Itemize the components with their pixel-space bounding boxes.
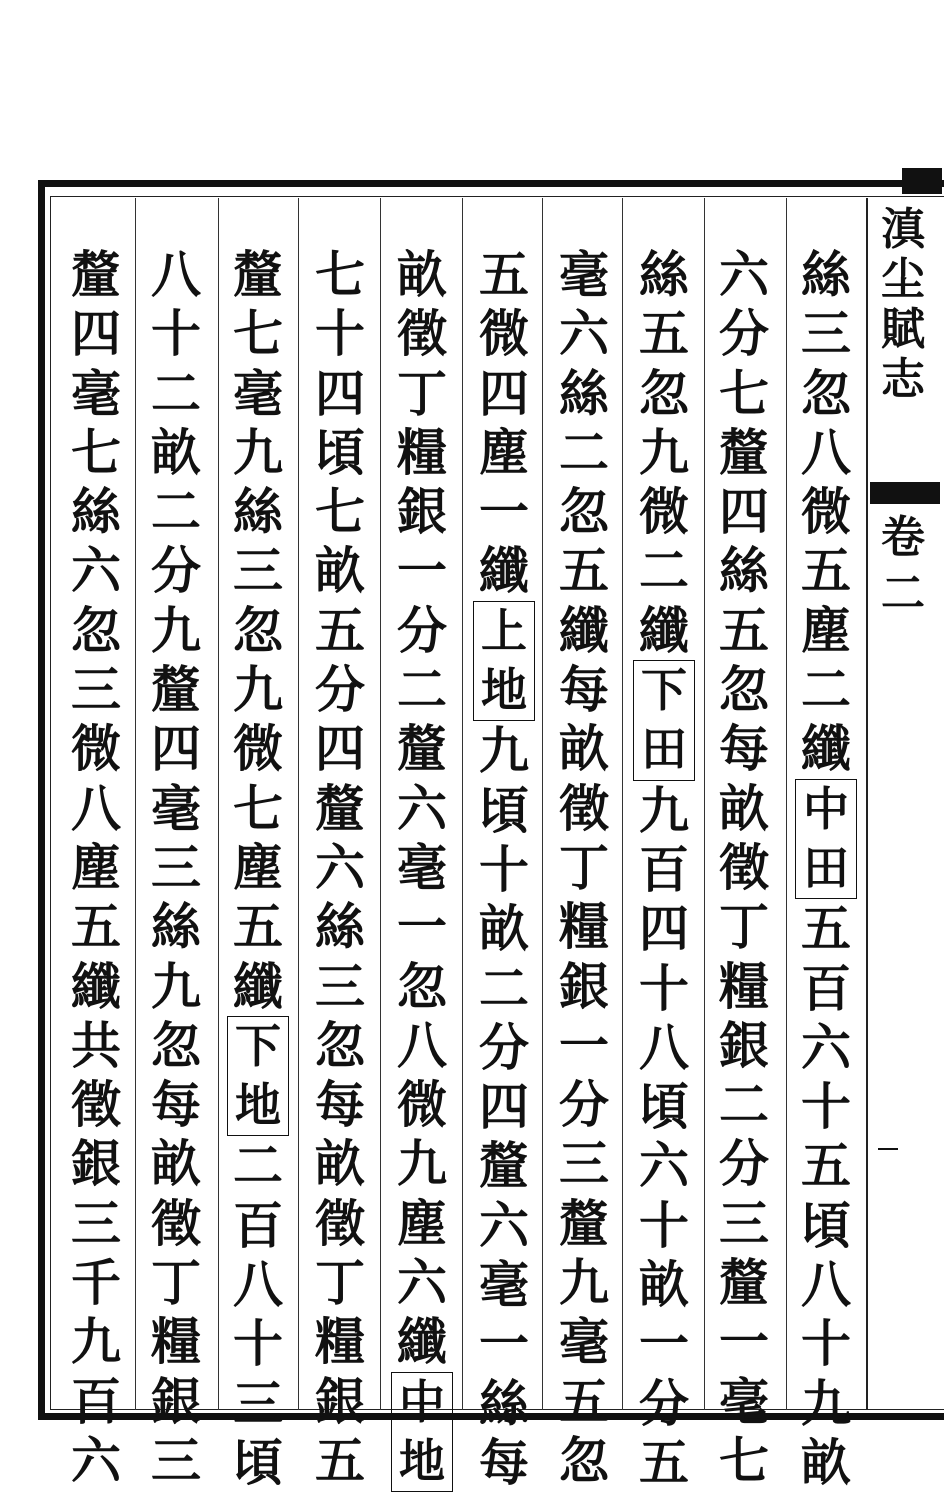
- text-char: 塵: [397, 1193, 447, 1253]
- text-char: 塵: [801, 600, 851, 660]
- text-column: [796, 245, 856, 1492]
- text-char: 纖: [479, 541, 529, 601]
- text-char: 五: [559, 541, 609, 601]
- text-char: 分: [151, 541, 201, 601]
- text-char: 分: [559, 1075, 609, 1135]
- text-char: 四: [719, 482, 769, 542]
- text-char: 每: [559, 660, 609, 720]
- text-char: 畝: [719, 778, 769, 838]
- text-char: 丁: [151, 1253, 201, 1313]
- text-char: 每: [719, 719, 769, 779]
- text-char: 六: [315, 837, 365, 897]
- text-char: 五: [719, 600, 769, 660]
- text-char: 七: [719, 363, 769, 423]
- text-char: 九: [151, 600, 201, 660]
- text-char: 共: [71, 1015, 121, 1075]
- text-column: [66, 245, 126, 1490]
- text-char: 丁: [719, 897, 769, 957]
- text-char: 微: [801, 482, 851, 542]
- text-char: 毫: [397, 837, 447, 897]
- boxed-category-label: [391, 1372, 453, 1493]
- text-char: 一: [397, 541, 447, 601]
- text-char: 七: [233, 304, 283, 364]
- text-char: 四: [639, 899, 689, 959]
- text-char: 糧: [151, 1312, 201, 1372]
- text-char: 六: [559, 304, 609, 364]
- text-char: 忽: [397, 956, 447, 1016]
- text-char: 四: [71, 304, 121, 364]
- text-char: 絲: [801, 245, 851, 304]
- text-char: 微: [397, 1075, 447, 1135]
- text-char: 四: [479, 363, 529, 423]
- text-column: [146, 245, 206, 1490]
- header-char: 二: [881, 568, 925, 619]
- text-char: 六: [397, 1253, 447, 1313]
- text-char: 六: [397, 778, 447, 838]
- text-char: 十: [315, 304, 365, 364]
- column-rule: [786, 198, 787, 1410]
- text-char: 毫: [719, 1371, 769, 1431]
- text-char: 五: [71, 897, 121, 957]
- text-char: 九: [559, 1253, 609, 1313]
- text-char: 百: [71, 1371, 121, 1431]
- text-char: 下: [235, 1018, 281, 1073]
- text-char: 釐: [479, 1136, 529, 1196]
- text-char: 頃: [801, 1195, 851, 1255]
- text-column: [392, 245, 452, 1492]
- text-char: 二: [559, 422, 609, 482]
- text-char: 釐: [719, 422, 769, 482]
- header-char: 賦: [881, 304, 925, 355]
- folio-number: [878, 1148, 898, 1150]
- text-char: 忽: [71, 600, 121, 660]
- column-rule: [542, 198, 543, 1410]
- text-char: 三: [801, 304, 851, 364]
- text-column: [228, 245, 288, 1492]
- text-char: 七: [315, 245, 365, 304]
- text-column: [474, 245, 534, 1492]
- text-char: 九: [233, 422, 283, 482]
- text-char: 丁: [315, 1253, 365, 1313]
- text-char: 釐: [397, 719, 447, 779]
- text-char: 徵: [719, 837, 769, 897]
- text-char: 徵: [397, 304, 447, 364]
- text-char: 二: [151, 482, 201, 542]
- boxed-category-label: [633, 660, 695, 781]
- text-char: 微: [479, 304, 529, 364]
- text-char: 頃: [233, 1432, 283, 1492]
- text-char: 五: [801, 899, 851, 959]
- text-char: 五: [559, 1371, 609, 1431]
- text-char: 二: [479, 958, 529, 1018]
- text-char: 五: [315, 1430, 365, 1490]
- text-char: 銀: [71, 1134, 121, 1194]
- text-char: 四: [151, 719, 201, 779]
- text-char: 六: [801, 1017, 851, 1077]
- text-char: 八: [233, 1255, 283, 1315]
- text-char: 田: [641, 722, 687, 777]
- text-char: 五: [801, 1136, 851, 1196]
- text-char: 二: [801, 660, 851, 720]
- text-char: 八: [71, 778, 121, 838]
- text-char: 五: [801, 541, 851, 601]
- text-char: 每: [479, 1432, 529, 1492]
- text-char: 七: [233, 778, 283, 838]
- text-char: 分: [479, 1017, 529, 1077]
- text-char: 忽: [315, 1015, 365, 1075]
- text-char: 分: [639, 1373, 689, 1433]
- text-char: 十: [479, 839, 529, 899]
- text-char: 釐: [719, 1253, 769, 1313]
- column-rule: [704, 198, 705, 1410]
- text-char: 六: [71, 1430, 121, 1490]
- text-char: 釐: [315, 778, 365, 838]
- text-char: 九: [801, 1373, 851, 1433]
- boxed-category-label: [473, 601, 535, 722]
- text-char: 糧: [719, 956, 769, 1016]
- text-char: 畝: [315, 1134, 365, 1194]
- text-char: 地: [481, 663, 527, 718]
- text-char: 纖: [233, 956, 283, 1016]
- text-char: 一: [559, 1015, 609, 1075]
- text-char: 糧: [315, 1312, 365, 1372]
- text-char: 地: [399, 1433, 445, 1488]
- text-char: 五: [639, 1432, 689, 1492]
- text-char: 畝: [397, 245, 447, 304]
- text-char: 丁: [559, 837, 609, 897]
- text-char: 每: [151, 1075, 201, 1135]
- text-char: 九: [479, 721, 529, 781]
- text-char: 徵: [71, 1075, 121, 1135]
- text-char: 八: [151, 245, 201, 304]
- text-char: 一: [479, 482, 529, 542]
- text-char: 銀: [559, 956, 609, 1016]
- text-char: 釐: [71, 245, 121, 304]
- text-char: 八: [801, 422, 851, 482]
- text-char: 二: [397, 660, 447, 720]
- text-char: 十: [801, 1077, 851, 1137]
- text-char: 七: [719, 1430, 769, 1490]
- text-char: 九: [151, 956, 201, 1016]
- text-char: 畝: [801, 1432, 851, 1492]
- text-char: 三: [233, 541, 283, 601]
- fishtail-mark: [870, 482, 940, 504]
- text-char: 十: [151, 304, 201, 364]
- text-char: 每: [315, 1075, 365, 1135]
- text-char: 三: [151, 837, 201, 897]
- text-char: 纖: [801, 719, 851, 779]
- text-char: 一: [719, 1312, 769, 1372]
- text-char: 忽: [719, 660, 769, 720]
- text-char: 九: [233, 660, 283, 720]
- text-char: 分: [719, 304, 769, 364]
- text-char: 十: [233, 1314, 283, 1374]
- text-char: 釐: [151, 660, 201, 720]
- text-char: 百: [639, 839, 689, 899]
- text-char: 徵: [151, 1193, 201, 1253]
- text-char: 百: [233, 1195, 283, 1255]
- text-char: 塵: [71, 837, 121, 897]
- text-char: 一: [479, 1314, 529, 1374]
- text-char: 忽: [559, 1430, 609, 1490]
- column-rule: [218, 198, 219, 1410]
- text-char: 毫: [151, 778, 201, 838]
- text-char: 下: [641, 663, 687, 718]
- text-char: 纖: [71, 956, 121, 1016]
- header-char: 卷: [881, 512, 925, 563]
- text-char: 絲: [719, 541, 769, 601]
- text-column: [714, 245, 774, 1490]
- text-char: 畝: [151, 422, 201, 482]
- text-char: 七: [71, 422, 121, 482]
- header-char: 尘: [881, 254, 925, 305]
- text-char: 毫: [233, 363, 283, 423]
- text-char: 頃: [639, 1077, 689, 1137]
- text-char: 銀: [315, 1371, 365, 1431]
- text-char: 釐: [559, 1193, 609, 1253]
- text-char: 八: [639, 1017, 689, 1077]
- text-char: 六: [479, 1195, 529, 1255]
- text-char: 頃: [479, 780, 529, 840]
- text-char: 九: [639, 422, 689, 482]
- text-char: 分: [315, 660, 365, 720]
- text-char: 五: [479, 245, 529, 304]
- boxed-category-label: [227, 1016, 289, 1137]
- text-char: 絲: [151, 897, 201, 957]
- text-char: 十: [801, 1314, 851, 1374]
- text-column: [310, 245, 370, 1490]
- text-char: 二: [719, 1075, 769, 1135]
- column-rule: [462, 198, 463, 1410]
- text-char: 七: [315, 482, 365, 542]
- text-char: 忽: [233, 600, 283, 660]
- text-char: 忽: [639, 363, 689, 423]
- text-char: 三: [71, 1193, 121, 1253]
- text-char: 三: [151, 1430, 201, 1490]
- text-char: 四: [479, 1077, 529, 1137]
- text-char: 糧: [397, 422, 447, 482]
- text-char: 絲: [233, 482, 283, 542]
- text-char: 毫: [479, 1255, 529, 1315]
- text-char: 釐: [233, 245, 283, 304]
- text-char: 毫: [559, 1312, 609, 1372]
- text-char: 糧: [559, 897, 609, 957]
- column-rule: [380, 198, 381, 1410]
- text-char: 微: [639, 482, 689, 542]
- text-char: 忽: [151, 1015, 201, 1075]
- column-rule: [135, 198, 136, 1410]
- text-char: 三: [315, 956, 365, 1016]
- text-char: 五: [315, 600, 365, 660]
- text-char: 畝: [315, 541, 365, 601]
- text-char: 二: [233, 1136, 283, 1196]
- text-char: 九: [71, 1312, 121, 1372]
- text-char: 一: [639, 1314, 689, 1374]
- text-column: [554, 245, 614, 1490]
- text-char: 銀: [397, 482, 447, 542]
- text-char: 畝: [479, 899, 529, 959]
- text-char: 四: [315, 363, 365, 423]
- text-char: 三: [233, 1373, 283, 1433]
- text-char: 忽: [559, 482, 609, 542]
- text-char: 徵: [559, 778, 609, 838]
- text-char: 一: [397, 897, 447, 957]
- text-char: 中: [399, 1374, 445, 1429]
- text-char: 二: [639, 541, 689, 601]
- text-char: 十: [639, 1195, 689, 1255]
- text-char: 四: [315, 719, 365, 779]
- text-char: 百: [801, 958, 851, 1018]
- text-char: 纖: [397, 1312, 447, 1372]
- header-char: 滇: [881, 204, 925, 255]
- text-char: 絲: [71, 482, 121, 542]
- text-char: 六: [719, 245, 769, 304]
- text-char: 畝: [559, 719, 609, 779]
- text-char: 絲: [559, 363, 609, 423]
- text-char: 微: [71, 719, 121, 779]
- text-char: 微: [233, 719, 283, 779]
- text-char: 五: [639, 304, 689, 364]
- text-char: 九: [397, 1134, 447, 1194]
- text-char: 六: [71, 541, 121, 601]
- text-char: 田: [803, 840, 849, 895]
- text-column: [634, 245, 694, 1492]
- boxed-category-label: [795, 779, 857, 900]
- text-char: 丁: [397, 363, 447, 423]
- text-char: 毫: [71, 363, 121, 423]
- text-char: 六: [639, 1136, 689, 1196]
- text-char: 頃: [315, 422, 365, 482]
- text-char: 纖: [639, 600, 689, 660]
- text-char: 三: [719, 1193, 769, 1253]
- text-char: 中: [803, 781, 849, 836]
- text-char: 塵: [233, 837, 283, 897]
- text-char: 十: [639, 958, 689, 1018]
- text-char: 九: [639, 780, 689, 840]
- header-char: 志: [881, 354, 925, 405]
- column-rule: [622, 198, 623, 1410]
- text-char: 三: [559, 1134, 609, 1194]
- text-char: 銀: [719, 1015, 769, 1075]
- text-char: 畝: [639, 1255, 689, 1315]
- text-char: 五: [233, 897, 283, 957]
- text-char: 忽: [801, 363, 851, 423]
- text-char: 徵: [315, 1193, 365, 1253]
- text-char: 三: [71, 660, 121, 720]
- text-char: 八: [397, 1015, 447, 1075]
- text-char: 分: [719, 1134, 769, 1194]
- text-char: 纖: [559, 600, 609, 660]
- text-char: 分: [397, 600, 447, 660]
- chapter-label: [868, 510, 938, 622]
- text-char: 千: [71, 1253, 121, 1313]
- text-char: 畝: [151, 1134, 201, 1194]
- text-char: 銀: [151, 1371, 201, 1431]
- text-char: 地: [235, 1078, 281, 1133]
- text-char: 絲: [639, 245, 689, 304]
- text-char: 上: [481, 603, 527, 658]
- text-char: 絲: [479, 1373, 529, 1433]
- column-rule: [298, 198, 299, 1410]
- text-char: 絲: [315, 897, 365, 957]
- text-char: 塵: [479, 422, 529, 482]
- running-title: [868, 205, 938, 405]
- text-char: 二: [151, 363, 201, 423]
- text-char: 八: [801, 1255, 851, 1315]
- text-char: 毫: [559, 245, 609, 304]
